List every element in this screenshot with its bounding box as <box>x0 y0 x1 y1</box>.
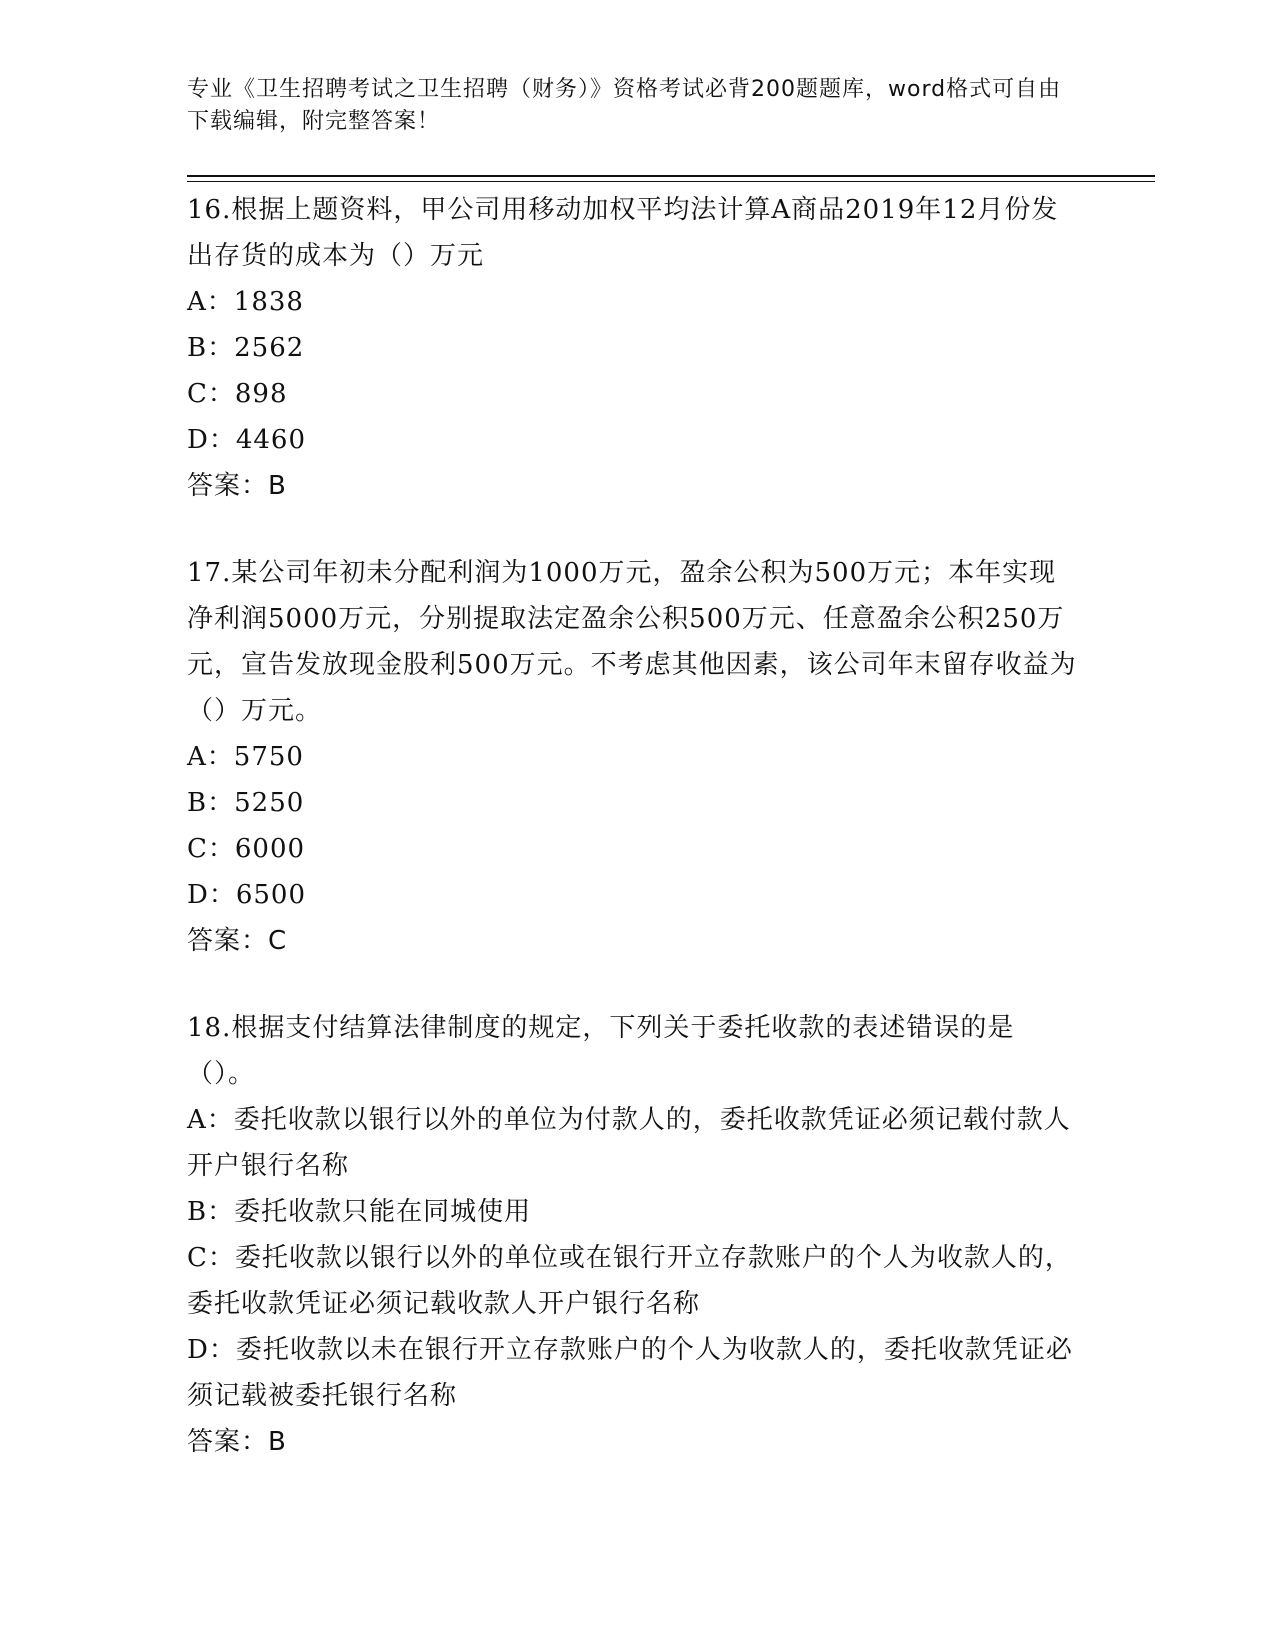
question-16 <box>187 187 1077 509</box>
document-header: 专业《卫生招聘考试之卫生招聘（财务）》资格考试必背200题题库，word格式可自由下载编辑，附完整答案！ <box>187 77 1062 134</box>
option-a: A：委托收款以银行以外的单位为付款人的，委托收款凭证必须记载付款人开户银行名称 <box>187 1105 1071 1181</box>
option-c: C：6000 <box>187 834 306 864</box>
option-a: A：1838 <box>187 287 304 317</box>
question-stem: 18.根据支付结算法律制度的规定，下列关于委托收款的表述错误的是（）。 <box>187 1013 1015 1089</box>
option-c: C：898 <box>187 379 288 409</box>
answer-line: 答案：B <box>187 471 287 501</box>
question-18 <box>187 1005 1077 1465</box>
answer-line: 答案：B <box>187 1427 287 1457</box>
option-b: B：委托收款只能在同城使用 <box>187 1197 532 1227</box>
option-b: B：2562 <box>187 333 305 363</box>
option-b: B：5250 <box>187 788 305 818</box>
question-stem: 16.根据上题资料，甲公司用移动加权平均法计算A商品2019年12月份发出存货的成本为（）万元 <box>187 195 1059 271</box>
option-d: D：4460 <box>187 425 307 455</box>
option-a: A：5750 <box>187 742 304 772</box>
header-divider-thick <box>187 175 1155 177</box>
question-17 <box>187 550 1077 964</box>
question-stem: 17.某公司年初未分配利润为1000万元，盈余公积为500万元；本年实现净利润5000万元，分别提取法定盈余公积500万元、任意盈余公积250万元，宣告发放现金股利500万元。不考虑其他因素，该公司年末留存收益为（）万元。 <box>187 558 1077 726</box>
header-divider-thin <box>187 181 1155 182</box>
option-d: D：6500 <box>187 880 307 910</box>
answer-line: 答案：C <box>187 926 288 956</box>
option-c: C：委托收款以银行以外的单位或在银行开立存款账户的个人为收款人的，委托收款凭证必须记载收款人开户银行名称 <box>187 1243 1072 1319</box>
option-d: D：委托收款以未在银行开立存款账户的个人为收款人的，委托收款凭证必须记载被委托银行名称 <box>187 1335 1073 1411</box>
